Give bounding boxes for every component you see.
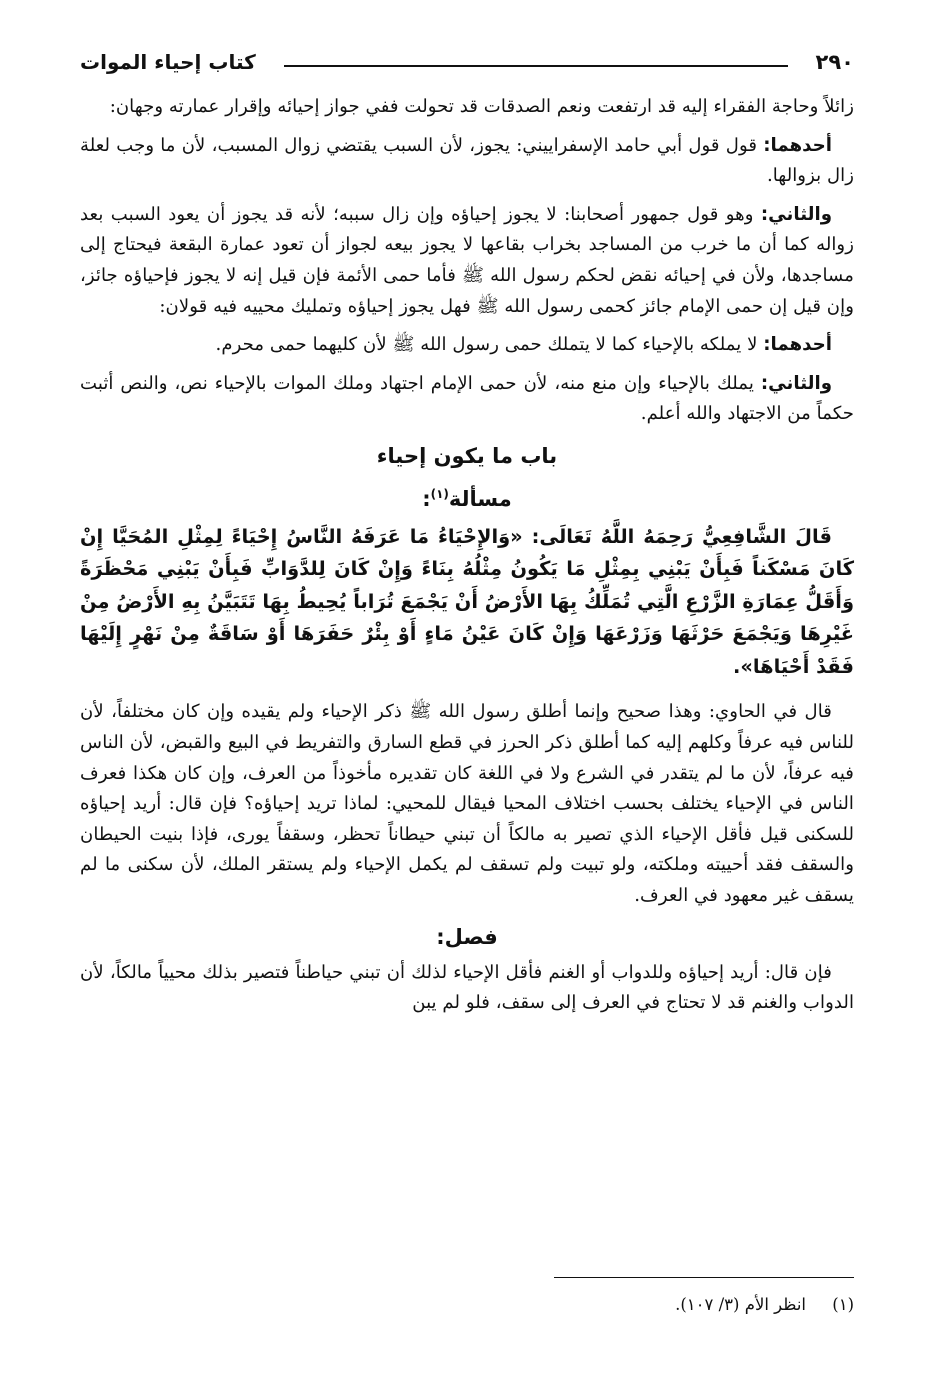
paragraph-4 [80,330,854,361]
footnote [400,1292,854,1318]
footnote-text: انظر الأم (٣/ ١٠٧). [675,1295,806,1314]
paragraph-4-text: لا يملكه بالإحياء كما لا يتملك حمى رسول الله ﷺ لأن كليهما حمى محرم. [215,334,764,356]
paragraph-6: قال في الحاوي: وهذا صحيح وإنما أطلق رسول الله ﷺ ذكر الإحياء ولم يقيده وإن كان مختلفاً، لأن للناس فيه عرفاً وكلهم إليه كما أطلق ذكر الحرز في قطع السارق والتفريط في البيع والقبض، لأن الناس فيه عرفاً، لأن ما لم يتقدر في الشرع ولا في اللغة كان تقديره مأخوذاً من العرف، وإن كان هكذا فعرف الناس في الإحياء يختلف بحسب اختلاف المحيا فيقال للمحيي: لماذا تريد إحياؤه؟ فإن قال: أريد إحياؤه للسكنى قيل فأقل الإحياء الذي تصير به مالكاً أن تبني حيطاناً تحظر، وسقفاً يورى، فإذا بنيت الحيطان والسقف فقد أحييته وملكته، ولو تبيت ولم تسقف لم يكمل الإحياء ولم يستقر الملك، لأن سكنى ما لم يسقف غير معهود في العرف. [80,701,854,906]
term-second: والثاني: [760,372,832,394]
masala-heading [80,476,854,517]
paragraph-1: زائلاً وحاجة الفقراء إليه قد ارتفعت ونعم الصدقات قد تحولت ففي جواز إحيائه وإقرار عمارته وجهان: [109,96,854,117]
paragraph-2-text: قول قول أبي حامد الإسفراييني: يجوز، لأن السبب يقتضي زوال المسبب، لأن ما وجب لعلة زال بزوالها. [80,134,854,187]
paragraph-5-text: يملك بالإحياء وإن منع منه، لأن حمى الإمام اجتهاد وملك الموات بالإحياء نص، والنص أثبت حكماً من الاجتهاد والله أعلم. [80,372,854,425]
section-heading: فصل: [436,924,498,949]
term-second: والثاني: [760,203,832,225]
quoted-text: قَالَ الشَّافِعِيُّ رَحِمَهُ اللَّهُ تَعَالَى: «وَالإِحْيَاءُ مَا عَرَفَهُ النَّاسُ إِحْيَاءً لِمِثْلِ المُحَيَّا إِنْ كَانَ مَسْكَناً فَبِأَنْ يَبْنِي بِمِثْلِ مَا يَكُونُ مِثْلُهُ بِنَاءً وَإِنْ كَانَ لِلدَّوَابِّ فَبِأَنْ يَبْنِي مَحْظَرَةً وَأَقَلُّ عِمَارَةِ الزَّرْعِ الَّتِي تُمَلِّكُ بِهَا الأَرْضُ أَنْ يَجْمَعَ تُرَاباً يُحِيطُ بِهَا تَتَبَيَّنُ بِهِ الأَرْضُ مِنْ غَيْرِهَا وَيَجْمَعَ حَرْثَهَا وَزَرْعَهَا وَإِنْ كَانَ عَيْنُ مَاءٍ أَوْ بِئْرٌ حَفَرَهَا أَوْ سَاقَةٌ مِنْ نَهْرٍ إِلَيْهَا فَقَدْ أَحْيَاهَا». [80,524,854,678]
running-title: كتاب إحياء الموات [80,50,256,74]
paragraph-7: فإن قال: أريد إحياؤه وللدواب أو الغنم فأقل الإحياء لذلك أن تبني حياطناً فتصير بذلك محيياً مالكاً، لأن الدواب والغنم قد لا تحتاج في العرف إلى سقف، فلو لم يبن [80,961,854,1014]
masala-colon: : [422,486,431,511]
footnote-rule [554,1277,854,1278]
paragraph-3-text: وهو قول جمهور أصحابنا: لا يجوز إحياؤه وإن زال سببه؛ لأنه قد يجوز أن يعود السبب بعد زواله كما أن ما خرب من المساجد بخراب بقاعها لا يجوز بيعه لجواز أن تعود عمارة البقعة فيحتاج إلى مساجدها، ولأن في إحيائه نقض لحكم رسول الله ﷺ فأما حمى الأئمة فإن قيل إنه لا يجوز فإحياؤه جائز، وإن قيل إن حمى الإمام جائز كحمى رسول الله ﷺ فهل يجوز إحياؤه وتمليك محييه فيه قولان: [80,203,854,317]
footnote-marker: (١) [430,486,449,501]
paragraph-5 [80,369,854,430]
page-number: ٢٩٠ [815,50,854,74]
masala-label: مسألة [448,486,512,511]
page-header [80,42,854,82]
paragraph-2 [80,131,854,192]
chapter-heading: باب ما يكون إحياء [376,443,558,468]
footnote-number: (١) [832,1295,854,1314]
paragraph-3 [80,200,854,322]
body-text [80,92,854,1027]
header-rule [284,65,788,67]
term-first: أحدهما: [763,134,832,156]
term-first: أحدهما: [763,334,832,356]
